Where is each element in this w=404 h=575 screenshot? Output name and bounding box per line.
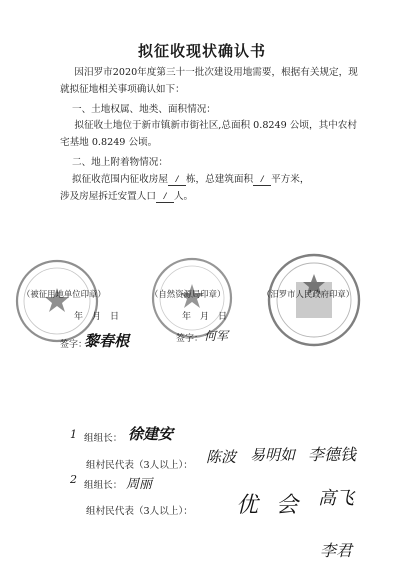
group2-rep-signature-4: 李君 bbox=[320, 541, 353, 560]
section2-line2 bbox=[60, 188, 193, 203]
people-prefix: 涉及房屋拆迁安置人口 bbox=[60, 191, 156, 202]
right-seal-stamp bbox=[266, 252, 362, 348]
left-sign-label: 签字： bbox=[60, 340, 88, 350]
middle-date: 年 月 日 bbox=[182, 312, 228, 322]
group2-number: 2 bbox=[70, 473, 77, 486]
area-value: / bbox=[253, 174, 271, 186]
people-suffix: 人。 bbox=[173, 191, 194, 202]
left-seal-label: （被征用地单位印章） bbox=[22, 289, 106, 299]
group1-rep-label: 组村民代表（3人以上）： bbox=[86, 460, 193, 471]
area-suffix: 平方米， bbox=[271, 174, 310, 185]
group2-leader-label: 组组长： bbox=[84, 480, 123, 491]
group1-leader-signature: 徐建安 bbox=[128, 425, 174, 443]
group2-rep-signature-3: 高飞 bbox=[318, 488, 354, 509]
section1-heading: 一、土地权属、地类、面积情况： bbox=[72, 104, 216, 115]
group1-leader-label: 组组长： bbox=[84, 433, 123, 444]
area-prefix: 栋，总建筑面积 bbox=[185, 174, 254, 185]
document-title: 拟征收现状确认书 bbox=[137, 42, 266, 60]
group1-number: 1 bbox=[70, 428, 77, 441]
section2-line1 bbox=[72, 171, 309, 186]
houses-prefix: 拟征收范围内征收房屋 bbox=[72, 174, 168, 185]
middle-signature: 何军 bbox=[204, 329, 229, 343]
section1-text: 拟征收土地位于新市镇新市街社区,总面积 0.8249 公顷，其中农村宅基地 0.8249 公顷。 bbox=[60, 120, 357, 148]
section2-heading: 二、地上附着物情况： bbox=[72, 157, 168, 168]
left-date: 年 月 日 bbox=[74, 312, 120, 322]
group2-leader-signature: 周丽 bbox=[126, 477, 153, 492]
middle-seal-label: （自然资源局印章） bbox=[150, 289, 226, 299]
group1-rep-signature-1: 陈波 bbox=[206, 448, 237, 466]
left-signature: 黎春根 bbox=[84, 332, 130, 350]
middle-sign-label: 签字： bbox=[176, 334, 204, 344]
group2-rep-signature-1: 优 bbox=[236, 493, 259, 518]
houses-value: / bbox=[168, 174, 186, 186]
people-value: / bbox=[156, 191, 174, 203]
right-seal-label: （汨罗市人民政府印章） bbox=[262, 289, 355, 299]
intro-paragraph: 因汨罗市2020年度第三十一批次建设用地需要，根据有关规定，现就拟征地相关事项确认如下： bbox=[60, 67, 358, 95]
group2-rep-signature-2: 会 bbox=[276, 493, 299, 518]
group2-rep-label: 组村民代表（3人以上）： bbox=[86, 506, 193, 517]
group1-rep-signature-2: 易明如 bbox=[250, 446, 296, 464]
group1-rep-signature-3: 李德钱 bbox=[308, 445, 357, 464]
